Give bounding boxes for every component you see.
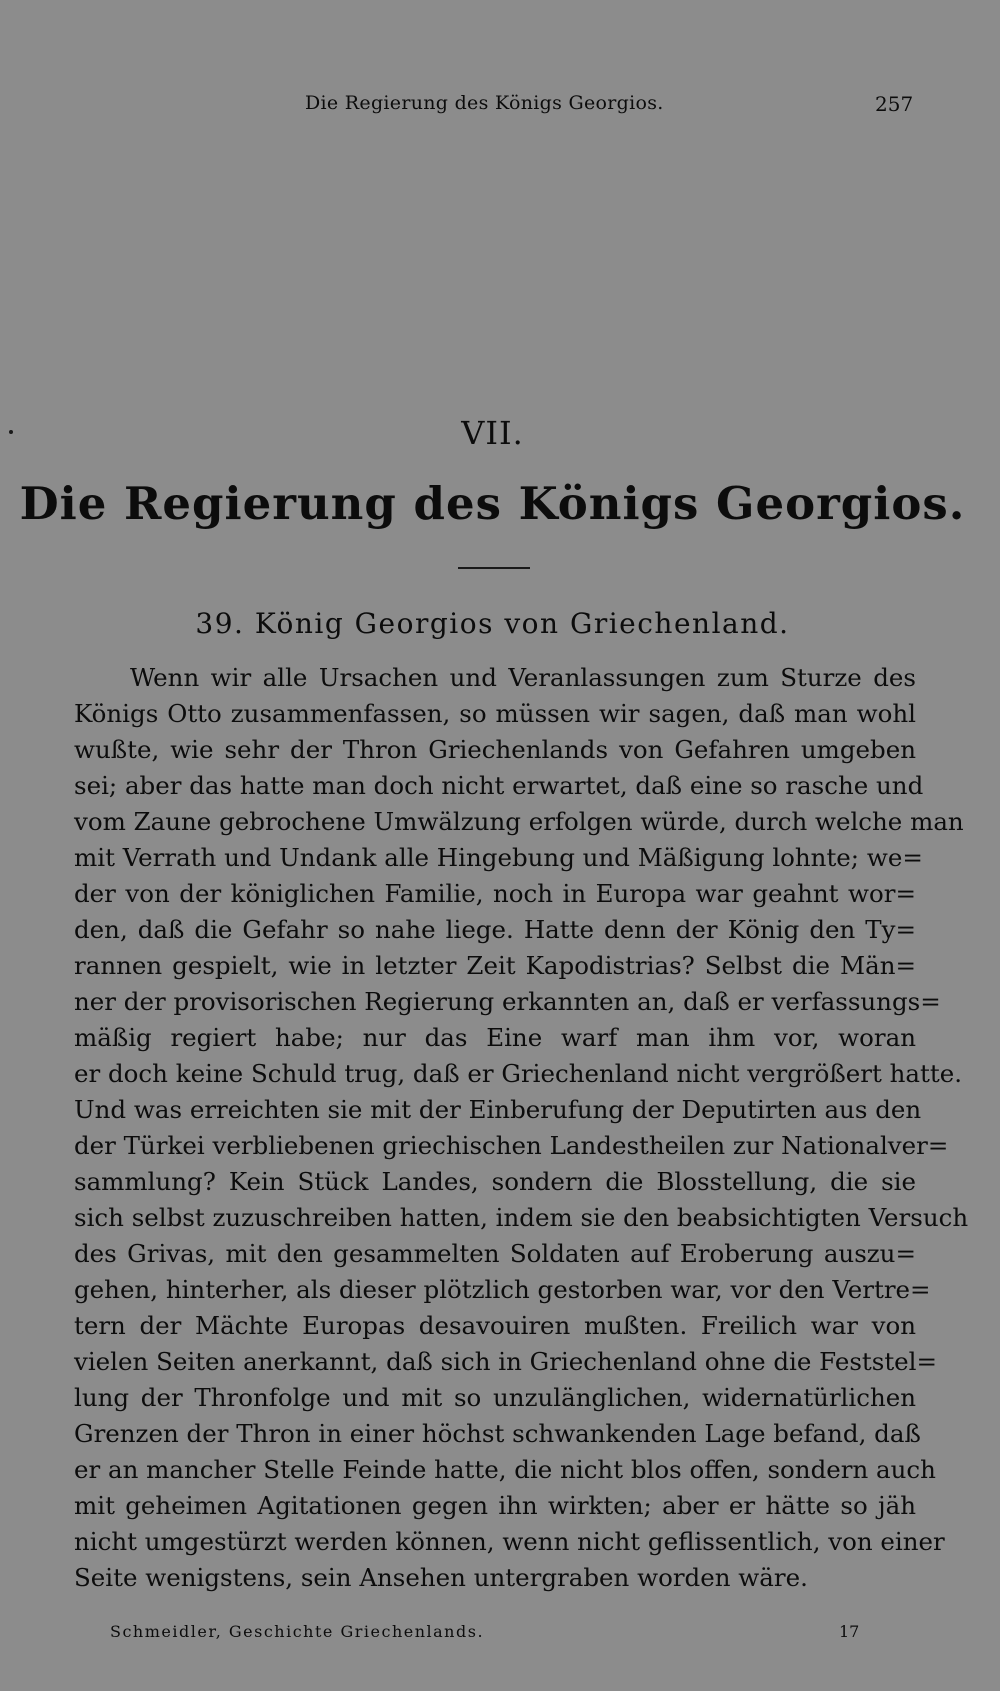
- body-line: tern der Mächte Europas desavouiren mußten. Freilich war von: [74, 1311, 916, 1340]
- body-line: der Türkei verbliebenen griechischen Landestheilen zur Nationalver=: [74, 1131, 949, 1160]
- body-line: mit Verrath und Undank alle Hingebung und Mäßigung lohnte; we=: [74, 843, 923, 872]
- body-line: sammlung? Kein Stück Landes, sondern die Blosstellung, die sie: [74, 1167, 916, 1196]
- body-line: rannen gespielt, wie in letzter Zeit Kapodistrias? Selbst die Män=: [74, 951, 916, 980]
- title-divider: [458, 567, 530, 569]
- body-line: nicht umgestürzt werden können, wenn nicht geflissentlich, von einer: [74, 1527, 945, 1556]
- body-line: Seite wenigstens, sein Ansehen untergraben worden wäre.: [74, 1563, 808, 1592]
- body-line: lung der Thronfolge und mit so unzulänglichen, widernatürlichen: [74, 1383, 916, 1412]
- signature-line: Schmeidler, Geschichte Griechenlands.: [110, 1622, 485, 1641]
- chapter-number: VII.: [461, 414, 524, 452]
- body-line: wußte, wie sehr der Thron Griechenlands von Gefahren umgeben: [74, 735, 916, 764]
- running-title: Die Regierung des Königs Georgios.: [305, 92, 664, 114]
- body-line: vielen Seiten anerkannt, daß sich in Griechenland ohne die Feststel=: [74, 1347, 938, 1376]
- body-line: er doch keine Schuld trug, daß er Griechenland nicht vergrößert hatte.: [74, 1059, 962, 1088]
- section-title: 39. König Georgios von Griechenland.: [195, 607, 790, 640]
- body-line: den, daß die Gefahr so nahe liege. Hatte denn der König den Ty=: [74, 915, 916, 944]
- sheet-number: 17: [839, 1622, 860, 1641]
- body-text: [74, 660, 969, 1596]
- body-line: gehen, hinterher, als dieser plötzlich gestorben war, vor den Vertre=: [74, 1275, 931, 1304]
- page-header: [0, 92, 1000, 122]
- body-line: er an mancher Stelle Feinde hatte, die nicht blos offen, sondern auch: [74, 1455, 936, 1484]
- body-line: ner der provisorischen Regierung erkannten an, daß er verfassungs=: [74, 987, 941, 1016]
- chapter-title: Die Regierung des Königs Georgios.: [19, 477, 966, 530]
- page-footer: [0, 1622, 1000, 1646]
- body-line: des Grivas, mit den gesammelten Soldaten auf Eroberung auszu=: [74, 1239, 916, 1268]
- body-line: Grenzen der Thron in einer höchst schwankenden Lage befand, daß: [74, 1419, 921, 1448]
- body-line: sich selbst zuzuschreiben hatten, indem sie den beabsichtigten Versuch: [74, 1203, 969, 1232]
- page-number: 257: [875, 92, 914, 116]
- body-line: vom Zaune gebrochene Umwälzung erfolgen würde, durch welche man: [74, 807, 964, 836]
- body-line: Und was erreichten sie mit der Einberufung der Deputirten aus den: [74, 1095, 922, 1124]
- body-line: der von der königlichen Familie, noch in Europa war geahnt wor=: [74, 879, 916, 908]
- body-line: Wenn wir alle Ursachen und Veranlassungen zum Sturze des: [130, 663, 916, 692]
- print-speck: [9, 430, 13, 434]
- body-line: mäßig regiert habe; nur das Eine warf man ihm vor, woran: [74, 1023, 916, 1052]
- body-line: Königs Otto zusammenfassen, so müssen wir sagen, daß man wohl: [74, 699, 916, 728]
- body-line: mit geheimen Agitationen gegen ihn wirkten; aber er hätte so jäh: [74, 1491, 916, 1520]
- body-line: sei; aber das hatte man doch nicht erwartet, daß eine so rasche und: [74, 771, 924, 800]
